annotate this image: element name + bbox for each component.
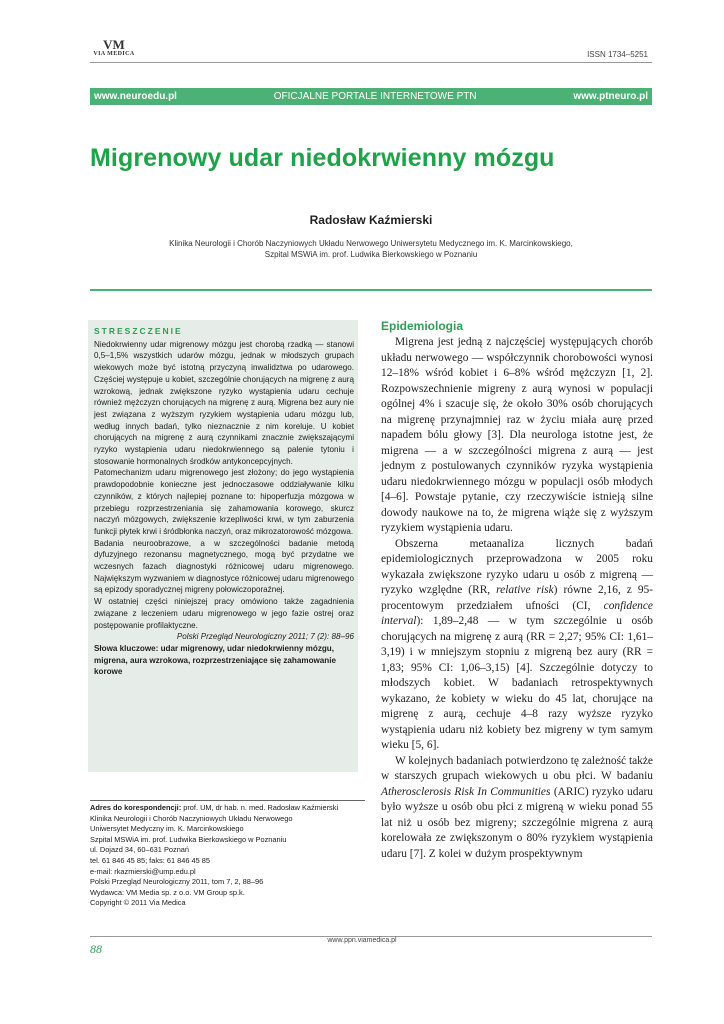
banner-link-ptneuro[interactable]: www.ptneuro.pl — [573, 91, 648, 102]
abstract-paragraph: Badania neuroobrazowe, a w szczególności badanie metodą dyfuzyjnego rezonansu magnetycznego, mogą być przydatne we wczesnych fazach diagnostyki różnicowej udaru migrenowego. Największym wyzwaniem w diagnostyce różnicowej udaru migrenowego są epizody sporadycznej migreny połowiczoporaźnej. — [94, 538, 354, 595]
abstract-citation: Polski Przegląd Neurologiczny 2011; 7 (2): 88–96 — [176, 632, 354, 642]
abstract-paragraph: Niedokrwienny udar migrenowy mózgu jest chorobą rzadką — stanowi 0,5–1,5% wszystkich udarów mózgu, jednak w młodszych grupach wiekowych może być istotną przyczyną inwalidztwa po udarowego. Częściej występuje u kobiet, szczególnie chorujących na migrenę z aurą wzrokową, jednak zwiększone ryzyko wystąpienia udaru cechuje również mężczyzn chorujących na migrenę z aurą. Migrena bez aury nie jest związana z wyższym ryzykiem wystąpienia udaru mózgu lub, według innych badań, tylko nieznacznie z nim koreluje. U kobiet chorujących na migrenę z aurą czynnikami znacznie zwiększającymi ryzyko wystąpienia udaru niedokrwiennego są palenie tytoniu i stosowanie hormonalnych środków antykoncepcyjnych. — [94, 339, 354, 466]
article-author: Radosław Kaźmierski — [309, 213, 433, 227]
issn: ISSN 1734–5251 — [587, 50, 648, 59]
abstract-box — [88, 320, 358, 772]
body-paragraph: Migrena jest jedną z najczęściej występujących chorób układu nerwowego — współczynnik chorobowości wynosi 12–18% wśród kobiet i 6–8% wśród mężczyzn [1, 2]. Rozpowszechnienie migreny z aurą wynosi w populacji ogólnej 4% i szacuje się, że około 30% osób chorujących na migrenę przynajmniej raz w życiu miała aurę przed napadem bólu głowy [3]. Dla neurologa istotne jest, że migrena — a w szczególności migrena z aurą — jest jednym z postulowanych czynników ryzyka wystąpienia udaru niedokrwiennego mózgu w populacji osób młodych [4–6]. Powstaje pytanie, czy rzeczywiście istnieją silne dowody naukowe na to, że migrena wiąże się z wyższym ryzykiem wystąpienia udaru. — [381, 336, 653, 534]
correspondence-email[interactable]: e-mail: rkazmierski@ump.edu.pl — [90, 866, 196, 876]
correspondence-label: Adres do korespondencji: — [90, 803, 182, 812]
affiliation-line: Szpital MSWiA im. prof. Ludwika Bierkowskiego w Poznaniu — [264, 250, 478, 259]
affiliation-line: Klinika Neurologii i Chorób Naczyniowych Układu Nerwowego Uniwersytetu Medycznego im. K. Marcinkowskiego, — [169, 239, 573, 248]
correspondence-line: Uniwersytet Medyczny im. K. Marcinkowskiego — [90, 824, 244, 834]
footer-url[interactable]: www.ppn.viamedica.pl — [327, 937, 397, 944]
banner-link-neuroedu[interactable]: www.neuroedu.pl — [94, 91, 177, 102]
correspondence-line: Szpital MSWiA im. prof. Ludwika Bierkowskiego w Poznaniu — [90, 834, 287, 844]
banner-tagline: OFICJALNE PORTALE INTERNETOWE PTN — [273, 91, 477, 102]
correspondence-line: Copyright © 2011 Via Medica — [90, 898, 186, 908]
correspondence-block — [90, 800, 365, 909]
body-text — [381, 335, 653, 862]
abstract-paragraph: Patomechanizm udaru migrenowego jest złożony; do jego wystąpienia prawdopodobnie konieczne jest jednoczasowe oddziaływanie kilku czynników, z których najlepiej poznane to: hipoperfuzja mózgowa w przebiegu rozprzestrzeniania się zahamowania korowego, skurcz naczyń mózgowych, zwiększenie krzepliwości krwi, w tym zaburzenia funkcji płytek krwi i śródbłonka naczyń, oraz mikrozatorowość mózgowa. — [94, 468, 354, 536]
body-paragraph: W kolejnych badaniach potwierdzono tę zależność także w starszych grupach wiekowych u obu płci. W badaniu Atherosclerosis Risk In Communities (ARIC) ryzyko udaru było wyższe u osób obu płci z migreną w wieku ponad 55 lat niż u osób bez migreny; szczególnie migrena z aurą korelowała ze zwiększonym o 80% ryzykiem wystąpienia udaru [7]. Z kolei w dużym prospektywnym — [381, 754, 653, 860]
article-title: Migrenowy udar niedokrwienny mózgu — [90, 144, 555, 172]
publisher-logo — [90, 38, 138, 57]
correspondence-line: Klinika Neurologii i Chorób Naczyniowych Układu Nerwowego — [90, 813, 293, 823]
abstract-keywords: Słowa kluczowe: udar migrenowy, udar niedokrwienny mózgu, migrena, aura wzrokowa, rozprzestrzeniające się zahamowanie korowe — [94, 643, 337, 677]
correspondence-line: prof. UM, dr hab. n. med. Radosław Kaźmierski — [183, 803, 339, 812]
logo-text: VIA MEDICA — [93, 51, 135, 57]
correspondence-line: tel. 61 846 45 85; faks: 61 846 45 85 — [90, 855, 210, 865]
page-number: 88 — [90, 942, 102, 956]
body-paragraph: Obszerna metaanaliza licznych badań epidemiologicznych przeprowadzona w 2005 roku wykazała zwiększone ryzyko udaru u osób z migreną — ryzyko względne (RR, relative risk) równe 2,16, z 95-procentowym przedziałem ufności (CI, confidence interval): 1,89–2,48 — w tym szczególnie u osób chorujących na migrenę z aurą (RR = 2,27; 95% CI: 1,61–3,19) i w mniejszym stopniu z migreną bez aury (RR = 1,83; 95% CI: 1,06–3,15) [4]. Szczególnie dotyczy to młodszych kobiet. W badaniach retrospektywnych wykazano, że kobiety w wieku do 45 lat, chorujące na migrenę z aurą, cechuje 4–8 razy wyższe ryzyko wystąpienia udaru niż kobiety bez migreny w tym samym wieku [5, 6]. — [381, 537, 654, 751]
author-affiliation — [90, 238, 652, 260]
portal-banner — [90, 88, 652, 105]
title-divider — [90, 289, 652, 291]
correspondence-line: Wydawca: VM Media sp. z o.o. VM Group sp.k. — [90, 887, 245, 897]
correspondence-line: Polski Przegląd Neurologiczny 2011, tom 7, 2, 88–96 — [90, 877, 264, 887]
section-heading: Epidemiologia — [381, 319, 464, 333]
header-divider — [90, 62, 652, 63]
abstract-heading: STRESZCZENIE — [94, 326, 183, 336]
logo-mark: VM — [103, 37, 125, 52]
correspondence-line: ul. Dojazd 34, 60–631 Poznań — [90, 845, 190, 855]
abstract-paragraph: W ostatniej części niniejszej pracy omówiono także zagadnienia związane z leczeniem udaru migrenowego w jego fazie ostrej oraz postępowanie profilaktyczne. — [94, 597, 354, 630]
